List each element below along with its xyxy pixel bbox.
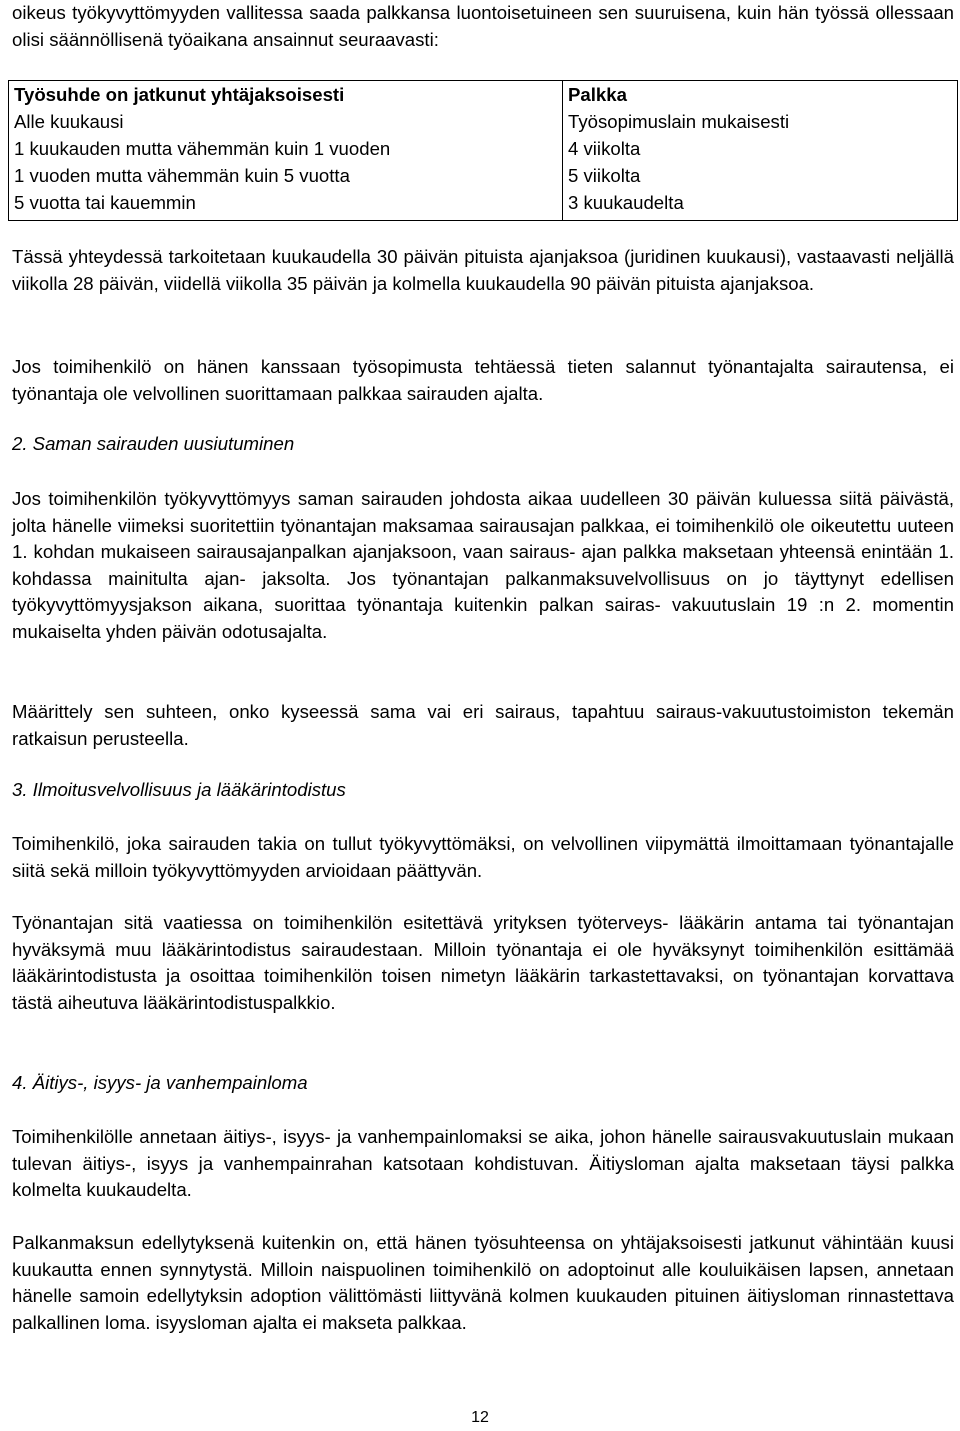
table-row [9, 135, 958, 162]
paragraph-same-illness-definition: Määrittely sen suhteen, onko kyseessä sama vai eri sairaus, tapahtuu sairaus-vakuutustoimiston tekemän ratkaisun perusteella. [12, 701, 954, 749]
page-number: 12 [471, 1409, 489, 1426]
paragraph-month-definition: Tässä yhteydessä tarkoitetaan kuukaudella 30 päivän pituista ajanjaksoa (juridinen kuukausi), vastaavasti neljällä viikolla 28 päivän, viidellä viikolla 35 päivän ja kolmella kuukaudella 90 päivän pituista ajanjaksoa. [12, 246, 954, 294]
table-cell-salary: Työsopimuslain mukaisesti [568, 111, 790, 132]
table-cell-duration: 1 kuukauden mutta vähemmän kuin 1 vuoden [9, 135, 563, 162]
table-row [9, 108, 958, 135]
table-row [9, 189, 958, 221]
paragraph-notification: Toimihenkilö, joka sairauden takia on tullut työkyvyttömäksi, on velvollinen viipymättä ilmoittamaan työnantajalle siitä sekä milloin työkyvyttömyyden arvioidaan päättyvän. [12, 833, 954, 881]
paragraph-medical-certificate: Työnantajan sitä vaatiessa on toimihenkilön esitettävä yrityksen työterveys- lääkärin antama tai työnantajan hyväksymä muu lääkärintodistus sairaudestaan. Milloin työnantaja ei ole hyväksynyt toimihenkilön esittämää lääkärintodistusta ja osoittaa toimihenkilön toisen nimetyn lääkärin tarkastettavaksi, on työnantajan korvattava tästä aiheutuva lääkärintodistuspalkkio. [12, 912, 954, 1013]
table-cell-duration: 5 vuotta tai kauemmin [9, 189, 563, 221]
paragraph-payment-condition: Palkanmaksun edellytyksenä kuitenkin on, että hänen työsuhteensa on yhtäjaksoisesti jatkunut vähintään kuusi kuukautta ennen synnytystä. Milloin naispuolinen toimihenkilö on adoptoinut alle kouluikäisen lapsen, annetaan hänelle samoin edellytyksin adoption välittömästi liittyvänä kolmen kuukauden pituinen äitiysloman rinnastettava palkallinen loma. isyysloman ajalta ei makseta palkkaa. [12, 1232, 954, 1333]
table-header-employment: Työsuhde on jatkunut yhtäjaksoisesti [9, 81, 563, 109]
table-cell-duration: 1 vuoden mutta vähemmän kuin 5 vuotta [9, 162, 563, 189]
table-header-row [9, 81, 958, 109]
table-header-salary: Palkka [568, 84, 627, 105]
intro-paragraph: oikeus työkyvyttömyyden vallitessa saada palkkansa luontoisetuineen sen suuruisena, kuin hän työssä ollessaan olisi säännöllisenä työaikana ansainnut seuraavasti: [12, 2, 954, 50]
section-heading-4: 4. Äitiys-, isyys- ja vanhempainloma [12, 1072, 308, 1093]
table-cell-salary: 4 viikolta [568, 138, 641, 159]
paragraph-parental-leave: Toimihenkilölle annetaan äitiys-, isyys- ja vanhempainlomaksi se aika, johon hänelle sairausvakuutuslain mukaan tulevan äitiys-, isyys ja vanhempainrahan katsotaan kohdistuvan. Äitiysloman ajalta maksetaan täysi palkka kolmelta kuukaudelta. [12, 1126, 954, 1200]
paragraph-concealed-illness: Jos toimihenkilö on hänen kanssaan työsopimusta tehtäessä tieten salannut työnantajalta sairautensa, ei työnantaja ole velvollinen suorittamaan palkkaa sairauden ajalta. [12, 356, 954, 404]
table-cell-salary: 3 kuukaudelta [568, 192, 684, 213]
table-cell-salary: 5 viikolta [568, 165, 641, 186]
section-heading-3: 3. Ilmoitusvelvollisuus ja lääkärintodistus [12, 779, 346, 800]
paragraph-recurrence: Jos toimihenkilön työkyvyttömyys saman sairauden johdosta aikaa uudelleen 30 päivän kuluessa siitä päivästä, jolta hänelle viimeksi suoritettiin työnantajan maksamaa sairausajan palkkaa, ei toimihenkilö ole oikeutettu uuteen 1. kohdan mukaiseen sairausajanpalkan ajanjaksoon, vaan sairaus- ajan palkka maksetaan yhteensä enintään 1. kohdassa mainitulta ajan- jaksolta. Jos työnantajan palkanmaksuvelvollisuus on jo täyttynyt edellisen työkyvyttömyysjakson aikana, suorittaa työnantaja kuitenkin palkan sairas- vakuutuslain 19 :n 2. momentin mukaiselta yhden päivän odotusajalta. [12, 488, 954, 642]
section-heading-2: 2. Saman sairauden uusiutuminen [12, 433, 295, 454]
table-row [9, 162, 958, 189]
table-cell-duration: Alle kuukausi [9, 108, 563, 135]
salary-table [8, 80, 958, 221]
